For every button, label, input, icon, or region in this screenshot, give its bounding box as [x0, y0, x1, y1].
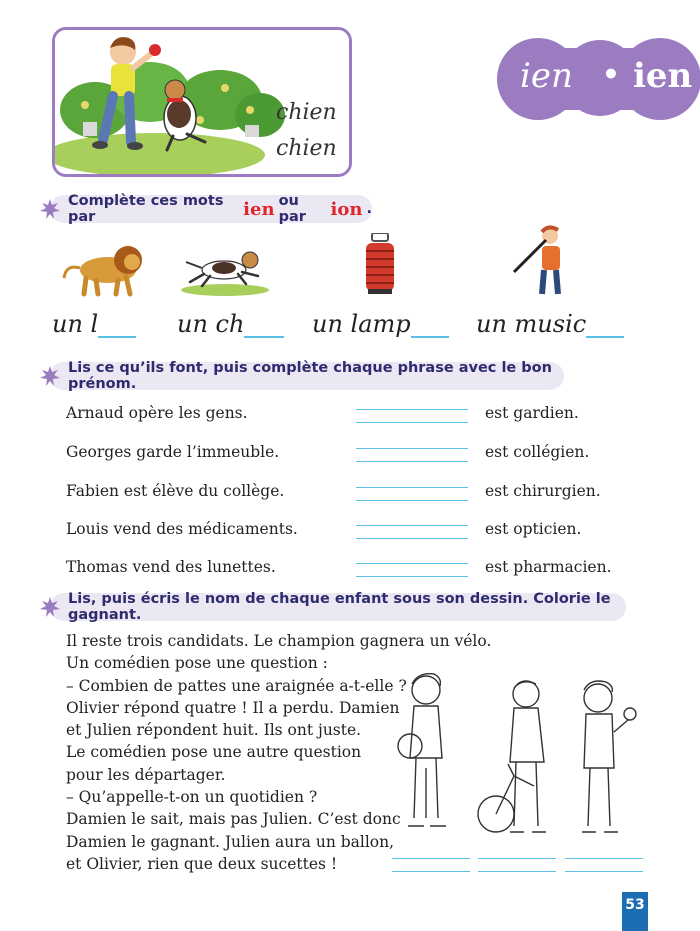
- option-ion: ion: [330, 198, 363, 220]
- running-dog-picture: [180, 242, 270, 297]
- sentence-end-2: est collégien.: [485, 443, 590, 461]
- star-icon: [40, 199, 60, 219]
- word-item-4: un music: [476, 310, 624, 338]
- story-line: et Julien répondent huit. Ils ont juste.: [66, 721, 362, 740]
- story-line: Olivier répond quatre ! Il a perdu. Damien: [66, 698, 400, 717]
- word-item-3: un lamp: [312, 310, 449, 338]
- sentence-2: Georges garde l’immeuble.: [66, 443, 280, 461]
- name-answer-line[interactable]: [356, 563, 468, 577]
- star-icon: [40, 366, 60, 386]
- sentence-end-3: est chirurgien.: [485, 482, 601, 500]
- answer-blank[interactable]: [244, 316, 284, 338]
- sentence-end-1: est gardien.: [485, 404, 579, 422]
- hero-word-cursive: chien: [276, 136, 337, 161]
- sentence-end-5: est pharmacien.: [485, 558, 612, 576]
- story-line: – Qu’appelle-t-on un quotidien ?: [66, 788, 318, 807]
- hero-word-print: chien: [276, 100, 337, 125]
- sentence-end-4: est opticien.: [485, 520, 582, 538]
- story-line: Damien le gagnant. Julien aura un ballon,: [66, 832, 395, 851]
- child-name-line[interactable]: [478, 858, 556, 872]
- name-answer-line[interactable]: [356, 409, 468, 423]
- child-name-line[interactable]: [565, 858, 643, 872]
- sentence-4: Louis vend des médicaments.: [66, 520, 298, 538]
- story-line: Un comédien pose une question :: [66, 654, 328, 673]
- instruction-text: .: [366, 201, 372, 217]
- name-answer-line[interactable]: [356, 448, 468, 462]
- child-with-ball-drawing[interactable]: [396, 668, 456, 844]
- title-ien-print: ien: [633, 56, 693, 96]
- title-cloud: [490, 38, 700, 120]
- story-line: Damien le sait, mais pas Julien. C’est donc: [66, 810, 401, 829]
- story-line: pour les départager.: [66, 765, 226, 784]
- instruction-text: ou par: [278, 193, 306, 225]
- instruction-text: Lis, puis écris le nom de chaque enfant sous son dessin. Colorie le gagnant.: [68, 591, 611, 623]
- answer-blank[interactable]: [98, 316, 136, 338]
- story-line: et Olivier, rien que deux sucettes !: [66, 854, 338, 873]
- star-icon: [40, 597, 60, 617]
- option-ien: ien: [243, 198, 275, 220]
- story-line: Le comédien pose une autre question: [66, 743, 362, 762]
- exercise-3-instruction: [50, 593, 626, 621]
- sentence-5: Thomas vend des lunettes.: [66, 558, 276, 576]
- story-line: Il reste trois candidats. Le champion gagnera un vélo.: [66, 632, 492, 650]
- title-ien-cursive: ien: [520, 56, 573, 96]
- child-name-line[interactable]: [392, 858, 470, 872]
- lion-picture: [60, 238, 150, 298]
- name-answer-line[interactable]: [356, 525, 468, 539]
- answer-blank[interactable]: [586, 316, 624, 338]
- name-answer-line[interactable]: [356, 487, 468, 501]
- sentence-1: Arnaud opère les gens.: [66, 404, 248, 422]
- story-line: – Combien de pattes une araignée a-t-elle ?: [66, 676, 407, 695]
- sentence-3: Fabien est élève du collège.: [66, 482, 285, 500]
- clarinet-player-picture: [512, 224, 572, 296]
- exercise-2-instruction: [50, 362, 564, 390]
- story-text: [66, 630, 492, 875]
- page-number: 53: [622, 892, 648, 931]
- lantern-picture: [360, 233, 400, 295]
- title-bullet: •: [602, 58, 620, 91]
- exercise-1-instruction: [50, 195, 372, 223]
- child-with-lollipop-drawing[interactable]: [572, 676, 642, 844]
- word-item-1: un l: [52, 310, 136, 338]
- instruction-text: Complète ces mots par: [68, 193, 224, 225]
- child-with-bike-drawing[interactable]: [474, 676, 564, 844]
- instruction-text: Lis ce qu’ils font, puis complète chaque phrase avec le bon prénom.: [68, 360, 552, 392]
- word-item-2: un ch: [177, 310, 284, 338]
- answer-blank[interactable]: [411, 316, 449, 338]
